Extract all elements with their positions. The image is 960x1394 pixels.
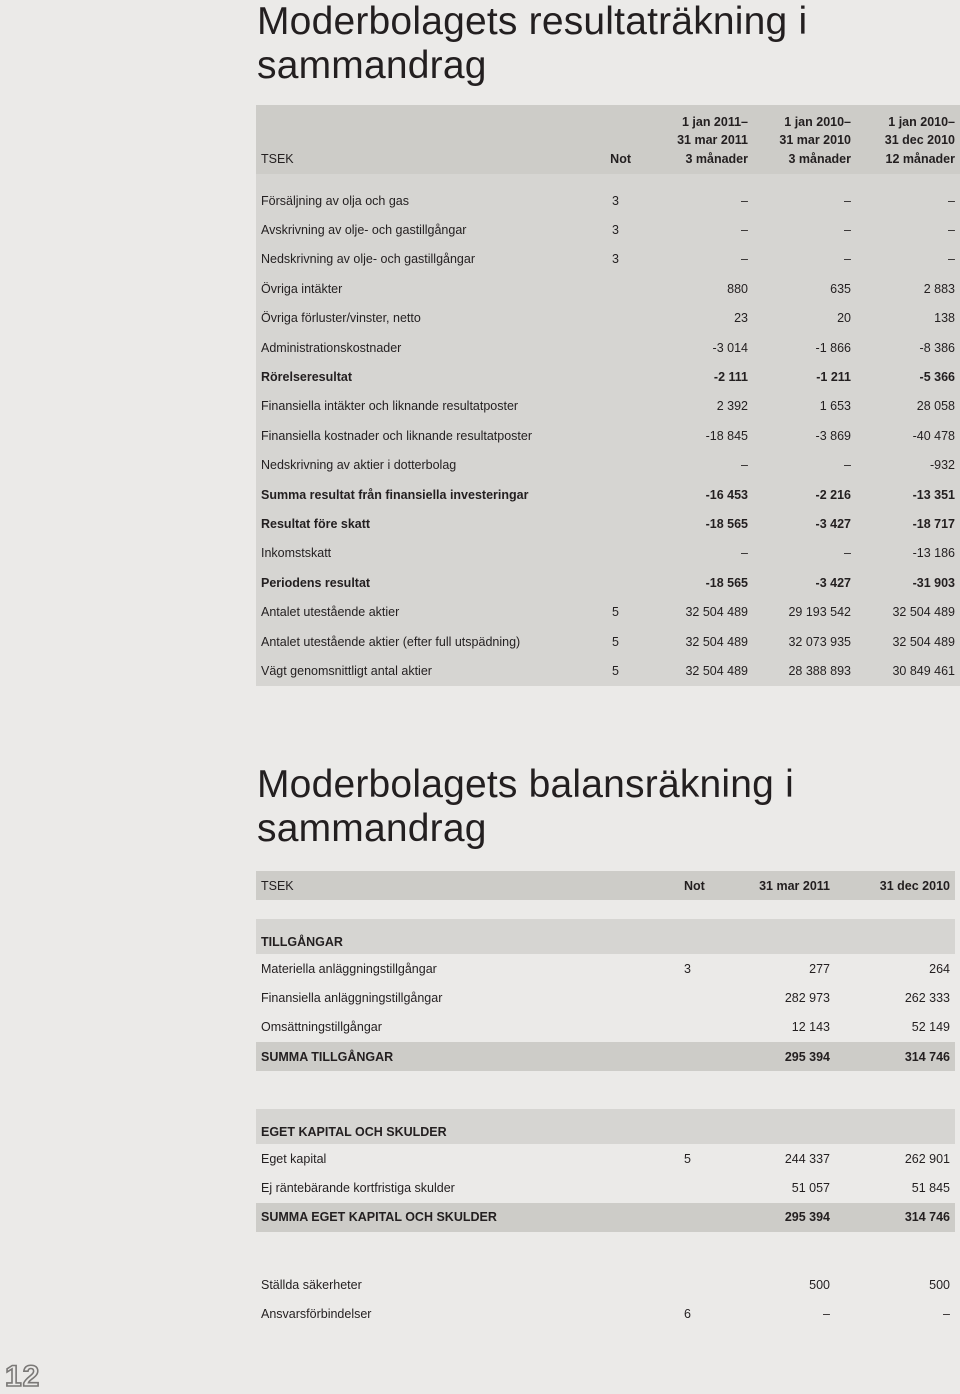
income-row-not: 3: [556, 186, 636, 215]
income-header-row: [256, 105, 960, 174]
income-row-label: Nedskrivning av olje- och gastillgångar: [256, 245, 556, 274]
balance-spacer: [256, 900, 955, 919]
balance-row-v1: 244 337: [707, 1144, 835, 1173]
income-row-v1: -3 014: [636, 333, 753, 362]
income-row-v3: -31 903: [856, 568, 960, 597]
income-row: [256, 245, 960, 274]
income-row: [256, 362, 960, 391]
income-row: [256, 451, 960, 480]
equity-heading: [256, 1109, 955, 1144]
income-row-v1: –: [636, 451, 753, 480]
income-row-v1: 2 392: [636, 392, 753, 421]
income-row-v2: 28 388 893: [753, 656, 856, 685]
income-row-v1: 32 504 489: [636, 597, 753, 626]
income-row-v1: -16 453: [636, 480, 753, 509]
balance-row-v2: 52 149: [835, 1013, 955, 1042]
assets-total-row-not: [636, 1042, 707, 1071]
income-row-v1: 32 504 489: [636, 656, 753, 685]
income-row: [256, 186, 960, 215]
equity-total-row-v2: 314 746: [835, 1203, 955, 1232]
income-row-v3: 32 504 489: [856, 627, 960, 656]
balance-spacer: [256, 1232, 955, 1251]
balance-row-not: 6: [636, 1299, 707, 1328]
income-row-v3: –: [856, 215, 960, 244]
income-row-v1: -18 565: [636, 568, 753, 597]
balance-row: [256, 1299, 955, 1328]
income-row-label: Finansiella intäkter och liknande resultatposter: [256, 392, 556, 421]
income-row-not: [556, 539, 636, 568]
equity-total-row-not: [636, 1203, 707, 1232]
balance-row-not: [636, 1174, 707, 1203]
income-row-v2: –: [753, 186, 856, 215]
balance-row: [256, 954, 955, 983]
income-row-v1: –: [636, 186, 753, 215]
income-row-not: [556, 304, 636, 333]
balance-row-not: 5: [636, 1144, 707, 1173]
balance-row-v1: 51 057: [707, 1174, 835, 1203]
balance-spacer: [256, 1251, 955, 1270]
income-row: [256, 304, 960, 333]
income-row: [256, 656, 960, 685]
income-row-v2: -1 211: [753, 362, 856, 391]
income-row-v2: 29 193 542: [753, 597, 856, 626]
balance-row-v1: 12 143: [707, 1013, 835, 1042]
income-row-v2: –: [753, 245, 856, 274]
balance-header-not: Not: [636, 871, 707, 900]
balance-spacer: [256, 1090, 955, 1109]
balance-row-v1: 282 973: [707, 983, 835, 1012]
income-row-v2: -3 427: [753, 568, 856, 597]
income-row: [256, 597, 960, 626]
balance-row-not: [636, 1013, 707, 1042]
income-row-v3: -8 386: [856, 333, 960, 362]
balance-row-v2: 500: [835, 1270, 955, 1299]
income-row-label: Avskrivning av olje- och gastillgångar: [256, 215, 556, 244]
income-row-not: 3: [556, 245, 636, 274]
assets-heading: [256, 919, 955, 954]
income-row-label: Övriga intäkter: [256, 274, 556, 303]
balance-header-col2: 31 dec 2010: [835, 871, 955, 900]
income-row-v3: -5 366: [856, 362, 960, 391]
income-row-v2: 32 073 935: [753, 627, 856, 656]
balance-sheet-table: [256, 871, 955, 1329]
balance-row-v2: 264: [835, 954, 955, 983]
income-row-v2: -2 216: [753, 480, 856, 509]
equity-total-row-v1: 295 394: [707, 1203, 835, 1232]
income-row-not: 5: [556, 597, 636, 626]
income-row-v3: 138: [856, 304, 960, 333]
income-row-label: Finansiella kostnader och liknande resultatposter: [256, 421, 556, 450]
income-row-v1: –: [636, 539, 753, 568]
balance-row: [256, 1144, 955, 1173]
balance-row: [256, 1270, 955, 1299]
income-row-not: [556, 421, 636, 450]
income-row-v2: –: [753, 539, 856, 568]
income-row: [256, 509, 960, 538]
income-row-not: [556, 362, 636, 391]
balance-header-col1: 31 mar 2011: [707, 871, 835, 900]
income-row-label: Resultat före skatt: [256, 509, 556, 538]
income-row-v3: -18 717: [856, 509, 960, 538]
income-row-v1: 880: [636, 274, 753, 303]
income-row-v1: 23: [636, 304, 753, 333]
income-row-v1: 32 504 489: [636, 627, 753, 656]
income-row-v2: -3 427: [753, 509, 856, 538]
income-row: [256, 539, 960, 568]
income-row-label: Administrationskostnader: [256, 333, 556, 362]
balance-row: [256, 1174, 955, 1203]
income-row-v3: –: [856, 245, 960, 274]
income-row-label: Antalet utestående aktier (efter full utspädning): [256, 627, 556, 656]
income-statement-table: [256, 105, 960, 686]
income-row-v2: 635: [753, 274, 856, 303]
income-row-v2: –: [753, 451, 856, 480]
income-row-v1: –: [636, 245, 753, 274]
balance-row-v2: 51 845: [835, 1174, 955, 1203]
page-number: 12: [5, 1360, 41, 1393]
income-row: [256, 627, 960, 656]
income-row-v1: -2 111: [636, 362, 753, 391]
income-row-not: 5: [556, 627, 636, 656]
income-row: [256, 421, 960, 450]
income-row: [256, 215, 960, 244]
balance-row: [256, 1013, 955, 1042]
balance-row-v1: 277: [707, 954, 835, 983]
balance-row-v2: –: [835, 1299, 955, 1328]
balance-row: [256, 983, 955, 1012]
equity-heading-label: EGET KAPITAL OCH SKULDER: [256, 1109, 955, 1144]
balance-row-not: 3: [636, 954, 707, 983]
income-row-v3: 30 849 461: [856, 656, 960, 685]
equity-total-row: [256, 1203, 955, 1232]
income-row-label: Periodens resultat: [256, 568, 556, 597]
income-header-col3: 1 jan 2010– 31 dec 2010 12 månader: [856, 105, 960, 174]
income-row-not: [556, 333, 636, 362]
balance-row-label: Omsättningstillgångar: [256, 1013, 636, 1042]
income-header-col2: 1 jan 2010– 31 mar 2010 3 månader: [753, 105, 856, 174]
income-header-not: Not: [556, 105, 636, 174]
income-row-label: Rörelseresultat: [256, 362, 556, 391]
income-row-not: [556, 568, 636, 597]
income-row-v2: 20: [753, 304, 856, 333]
balance-sheet-title: Moderbolagets balansräkning i sammandrag: [257, 763, 794, 850]
income-row-v3: -932: [856, 451, 960, 480]
balance-row-label: Materiella anläggningstillgångar: [256, 954, 636, 983]
income-row-label: Summa resultat från finansiella investeringar: [256, 480, 556, 509]
income-row-label: Vägt genomsnittligt antal aktier: [256, 656, 556, 685]
income-row: [256, 568, 960, 597]
income-row-label: Övriga förluster/vinster, netto: [256, 304, 556, 333]
income-row-not: 5: [556, 656, 636, 685]
balance-row-not: [636, 983, 707, 1012]
balance-row-label: Ställda säkerheter: [256, 1270, 636, 1299]
income-row: [256, 274, 960, 303]
balance-row-label: Ej räntebärande kortfristiga skulder: [256, 1174, 636, 1203]
assets-heading-label: TILLGÅNGAR: [256, 919, 955, 954]
income-row-v3: -13 186: [856, 539, 960, 568]
assets-total-row-v1: 295 394: [707, 1042, 835, 1071]
income-row-v1: –: [636, 215, 753, 244]
income-row-not: [556, 509, 636, 538]
income-row: [256, 333, 960, 362]
balance-row-v2: 262 901: [835, 1144, 955, 1173]
income-row: [256, 480, 960, 509]
income-row-label: Antalet utestående aktier: [256, 597, 556, 626]
income-row-v3: 32 504 489: [856, 597, 960, 626]
income-row-label: Försäljning av olja och gas: [256, 186, 556, 215]
income-row-label: Inkomstskatt: [256, 539, 556, 568]
assets-total-row: [256, 1042, 955, 1071]
balance-row-v1: 500: [707, 1270, 835, 1299]
balance-spacer: [256, 1071, 955, 1090]
income-row-v3: 2 883: [856, 274, 960, 303]
income-row-v3: -13 351: [856, 480, 960, 509]
income-statement-title: Moderbolagets resultaträkning i sammandrag: [257, 0, 808, 87]
balance-header-row: [256, 871, 955, 900]
income-row-v3: 28 058: [856, 392, 960, 421]
income-row-not: [556, 392, 636, 421]
income-row-v2: -3 869: [753, 421, 856, 450]
income-row-v1: -18 565: [636, 509, 753, 538]
balance-row-label: Finansiella anläggningstillgångar: [256, 983, 636, 1012]
income-header-col1: 1 jan 2011– 31 mar 2011 3 månader: [636, 105, 753, 174]
balance-header-tsek: TSEK: [256, 871, 636, 900]
balance-row-v1: –: [707, 1299, 835, 1328]
assets-total-row-label: SUMMA TILLGÅNGAR: [256, 1042, 636, 1071]
income-row-not: [556, 480, 636, 509]
income-row-v2: –: [753, 215, 856, 244]
income-row-v3: –: [856, 186, 960, 215]
income-row-v3: -40 478: [856, 421, 960, 450]
income-spacer: [256, 174, 960, 186]
income-row-v1: -18 845: [636, 421, 753, 450]
equity-total-row-label: SUMMA EGET KAPITAL OCH SKULDER: [256, 1203, 636, 1232]
balance-row-label: Eget kapital: [256, 1144, 636, 1173]
income-row-not: [556, 451, 636, 480]
balance-row-not: [636, 1270, 707, 1299]
income-row-v2: 1 653: [753, 392, 856, 421]
income-row-not: [556, 274, 636, 303]
income-row-label: Nedskrivning av aktier i dotterbolag: [256, 451, 556, 480]
income-row-not: 3: [556, 215, 636, 244]
balance-row-v2: 262 333: [835, 983, 955, 1012]
income-row: [256, 392, 960, 421]
income-header-tsek: TSEK: [256, 105, 556, 174]
assets-total-row-v2: 314 746: [835, 1042, 955, 1071]
income-row-v2: -1 866: [753, 333, 856, 362]
balance-row-label: Ansvarsförbindelser: [256, 1299, 636, 1328]
